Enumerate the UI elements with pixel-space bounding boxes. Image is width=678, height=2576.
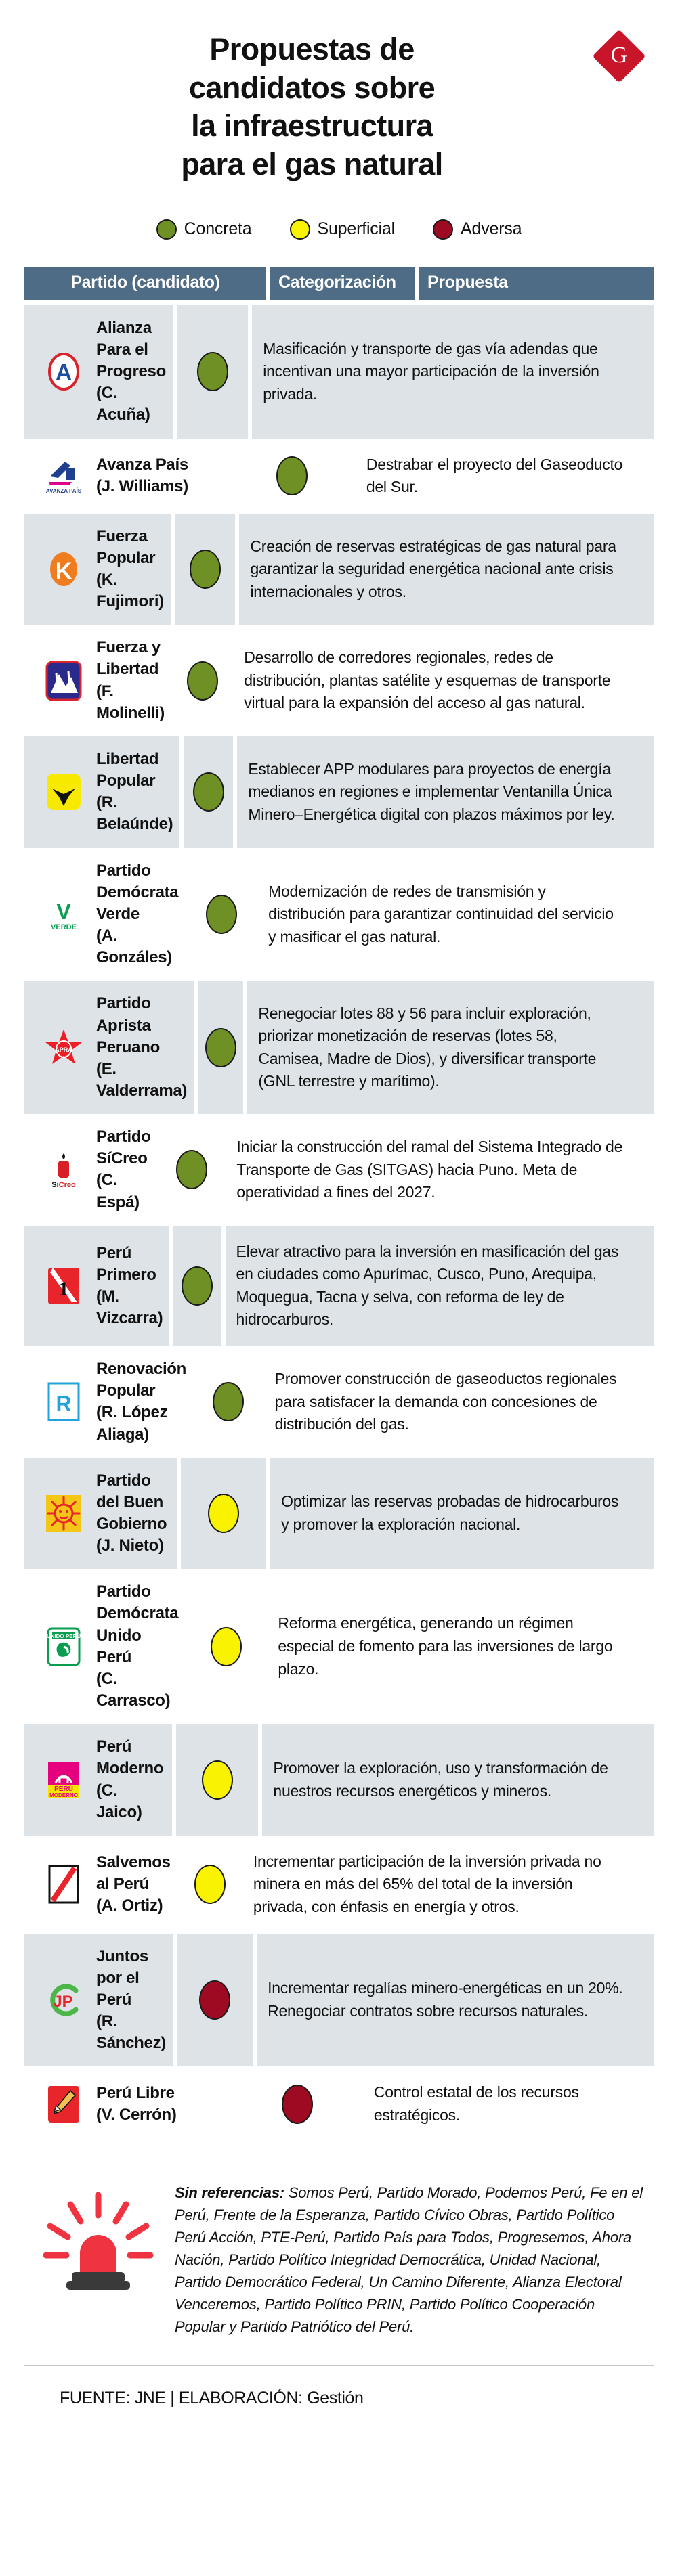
proposal-text: Elevar atractivo para la inversión en masificación del gas en ciudades como Apurímac, Cusco, Puno, Arequipa, Moquegua, Tacna y selva, con reforma de ley de hidrocarburos.: [236, 1242, 619, 1329]
party-name: Partido Aprista Peruano (E. Valderrama): [96, 994, 188, 1100]
legend-item-adversa: [433, 219, 522, 240]
proposal-text: Creación de reservas estratégicas de gas natural para garantizar la seguridad energética nacional ante crisis internacionales y otros.: [250, 537, 616, 600]
svg-text:JP: JP: [53, 1993, 73, 2011]
proposal-cell: [233, 625, 654, 736]
proposal-text: Destrabar el proyecto del Gaseoducto del Sur.: [366, 455, 623, 496]
alianza-para-el-progreso-logo: [42, 350, 85, 393]
table-row: [0, 1724, 678, 1836]
party-cell: [24, 981, 194, 1114]
party-name: Salvemos al Perú (A. Ortiz): [96, 1853, 171, 1915]
proposal-text: Masificación y transporte de gas vía adendas que incentivan una mayor participación de la inversión privada.: [263, 339, 599, 403]
svg-text:R: R: [56, 1392, 72, 1417]
party-cell: [24, 848, 185, 981]
party-name: Avanza País (J. Williams): [96, 455, 188, 496]
table-row: [0, 736, 678, 848]
party-name: Alianza Para el Progreso (C. Acuña): [96, 318, 166, 424]
proposal-text: Promover construcción de gaseoductos regionales para satisfacer la demanda con concesiones de distribución del gas.: [274, 1370, 617, 1434]
table-row: [0, 1569, 678, 1724]
party-cell: [24, 1346, 193, 1458]
table-row: [0, 1226, 678, 1346]
categorization-cell: [177, 1934, 253, 2067]
party-cell: [24, 1114, 158, 1226]
page-title: [0, 30, 678, 184]
title-line-3: la infraestructura: [191, 108, 433, 143]
proposal-cell: [270, 1458, 654, 1570]
party-name: Perú Moderno (C. Jaico): [96, 1737, 164, 1821]
proposal-cell: [264, 1346, 654, 1458]
partido-democrata-unido-peru-logo: [42, 1625, 85, 1668]
svg-text:PERÚ: PERÚ: [54, 1785, 73, 1793]
juntos-por-el-peru-logo: [42, 1978, 85, 2022]
svg-text:APRA: APRA: [55, 1046, 72, 1053]
svg-text:A: A: [56, 359, 72, 385]
party-name: Perú Primero (M. Vizcarra): [96, 1243, 163, 1328]
table-row: [0, 1836, 678, 1934]
category-dot-concreta: [182, 1266, 213, 1306]
table-row: [0, 1346, 678, 1458]
proposal-text: Incrementar participación de la inversión privada no minera en más del 65% del total de la inversión privada, con énfasis en energía y otros.: [253, 1852, 601, 1916]
svg-text:UNIDO PERÚ: UNIDO PERÚ: [46, 1633, 81, 1639]
category-dot-concreta: [206, 895, 237, 934]
party-cell: [24, 514, 171, 625]
party-cell: [24, 1724, 172, 1836]
footnote-label: Sin referencias:: [175, 2183, 284, 2201]
categorization-cell: [176, 1724, 259, 1836]
legend-label-adversa: Adversa: [461, 219, 522, 239]
table-row: [0, 305, 678, 439]
category-dot-concreta: [205, 1028, 236, 1067]
party-name: Fuerza y Libertad (F. Molinelli): [96, 638, 165, 722]
source-line: FUENTE: JNE | ELABORACIÓN: Gestión: [60, 2388, 364, 2407]
category-dot-superficial: [202, 1760, 233, 1800]
logo-diamond-shape: [592, 29, 645, 83]
categorization-cell: [173, 1226, 221, 1346]
table-row: [0, 439, 678, 514]
proposal-cell: [262, 1724, 654, 1836]
footnote-text: [175, 2179, 648, 2338]
svg-text:VERDE: VERDE: [51, 923, 77, 931]
proposal-text: Optimizar las reservas probadas de hidrocarburos y promover la exploración nacional.: [281, 1492, 619, 1533]
categorization-cell: [177, 305, 248, 439]
party-cell: [24, 1836, 177, 1934]
table-row: [0, 1934, 678, 2067]
title-line-4: para el gas natural: [181, 147, 443, 182]
category-dot-adversa: [282, 2085, 313, 2124]
table-row: [0, 848, 678, 981]
table-row: [0, 2066, 678, 2141]
svg-text:AVANZA PAÍS: AVANZA PAÍS: [45, 488, 82, 495]
proposals-table: [0, 267, 678, 2142]
proposal-cell: [257, 848, 654, 981]
column-header-categorization: Categorización: [270, 267, 415, 300]
legend: [0, 219, 678, 240]
peru-moderno-logo: [42, 1758, 85, 1802]
peru-primero-logo: [42, 1264, 85, 1308]
categorization-cell: [189, 848, 253, 981]
partido-aprista-peruano-logo: [42, 1026, 85, 1069]
table-row: [0, 1114, 678, 1226]
party-cell: [24, 736, 179, 848]
svg-text:MODERNO: MODERNO: [49, 1792, 78, 1798]
category-dot-adversa: [199, 1980, 230, 2020]
legend-item-concreta: [156, 219, 252, 240]
category-dot-superficial: [211, 1627, 242, 1666]
table-body: [0, 305, 678, 2142]
party-cell: [24, 2066, 232, 2141]
proposal-cell: [252, 305, 654, 439]
table-row: [0, 625, 678, 736]
gestion-logo: [595, 32, 643, 80]
proposal-text: Incrementar regalías minero-energéticas en un 20%. Renegociar contratos sobre recursos naturales.: [268, 1979, 623, 2020]
svg-text:V: V: [56, 899, 71, 924]
legend-dot-adversa: [433, 219, 453, 240]
party-name: Fuerza Popular (K. Fujimori): [96, 527, 164, 611]
party-cell: [24, 1934, 173, 2067]
proposal-cell: [226, 1226, 654, 1346]
proposal-text: Modernización de redes de transmisión y distribución para garantizar continuidad del servicio y masificar el gas natural.: [268, 882, 614, 946]
proposal-text: Establecer APP modulares para proyectos de energía medianos en regiones e implementar Ventanilla Única Minero–Energética digital con plazos máximos por ley.: [248, 759, 615, 824]
footnote: [0, 2142, 678, 2338]
header: [0, 0, 678, 240]
title-line-1: Propuestas de: [209, 32, 415, 66]
title-line-2: candidatos sobre: [189, 70, 435, 105]
categorization-cell: [182, 1836, 238, 1934]
legend-dot-concreta: [156, 219, 177, 240]
partido-democrata-verde-logo: [42, 893, 85, 936]
party-cell: [24, 1569, 185, 1724]
category-dot-concreta: [176, 1150, 207, 1189]
categorization-cell: [162, 1114, 222, 1226]
column-header-proposal: Propuesta: [419, 267, 654, 300]
party-cell: [24, 1458, 177, 1570]
proposal-text: Iniciar la construcción del ramal del Sistema Integrado de Transporte de Gas (SITGAS) hacia Puno. Meta de operatividad a fines del 2027.: [236, 1138, 623, 1201]
proposal-cell: [239, 514, 654, 625]
legend-item-superficial: [290, 219, 396, 240]
fuerza-y-libertad-logo: [42, 659, 85, 703]
proposal-cell: [237, 736, 654, 848]
proposal-cell: [247, 981, 654, 1114]
categorization-cell: [181, 1458, 266, 1570]
category-dot-concreta: [213, 1382, 244, 1421]
categorization-cell: [175, 514, 235, 625]
svg-text:K: K: [55, 558, 72, 584]
proposal-cell: [226, 1114, 654, 1226]
legend-dot-superficial: [290, 219, 310, 240]
party-name: Juntos por el Perú (R. Sánchez): [96, 1947, 166, 2053]
party-name: Perú Libre (V. Cerrón): [96, 2083, 177, 2124]
partido-sicreo-logo: [42, 1148, 85, 1191]
category-dot-concreta: [190, 550, 221, 589]
libertad-popular-logo: [42, 770, 85, 814]
category-dot-superficial: [194, 1865, 226, 1904]
svg-text:1: 1: [58, 1277, 69, 1300]
party-cell: [24, 625, 171, 736]
proposal-cell: [363, 2066, 654, 2141]
category-dot-concreta: [193, 772, 224, 812]
categorization-cell: [175, 625, 229, 736]
fuerza-popular-logo: [42, 548, 85, 591]
category-dot-concreta: [197, 352, 228, 391]
party-cell: [24, 1226, 169, 1346]
avanza-pais-logo: [42, 454, 85, 497]
category-dot-superficial: [208, 1494, 239, 1533]
party-name: Libertad Popular (R. Belaúnde): [96, 749, 173, 834]
partido-del-buen-gobierno-logo: [42, 1492, 85, 1535]
column-header-party: Partido (candidato): [24, 267, 266, 300]
renovacion-popular-logo: [42, 1380, 85, 1423]
proposal-cell: [242, 1836, 654, 1934]
category-dot-concreta: [187, 661, 218, 701]
categorization-cell: [232, 439, 352, 514]
categorization-cell: [197, 1346, 260, 1458]
categorization-cell: [189, 1569, 263, 1724]
party-name: Partido SíCreo (C. Espá): [96, 1128, 151, 1212]
proposal-cell: [356, 439, 654, 514]
party-cell: [24, 439, 228, 514]
proposal-text: Reforma energética, generando un régimen especial de fomento para las inversiones de largo plazo.: [278, 1614, 613, 1678]
siren-icon: [41, 2179, 163, 2296]
party-name: Renovación Popular (R. López Aliaga): [96, 1360, 187, 1444]
categorization-cell: [236, 2066, 359, 2141]
party-name: Partido del Buen Gobierno (J. Nieto): [96, 1471, 167, 1555]
table-row: [0, 1458, 678, 1570]
proposal-text: Renegociar lotes 88 y 56 para incluir exploración, priorizar monetización de reservas (lotes 58, Camisea, Madre de Dios), y diversificar transporte (GNL terrestre y marítimo).: [258, 1004, 597, 1090]
party-name: Partido Demócrata Verde (A. Gonzáles): [96, 861, 179, 967]
legend-label-superficial: Superficial: [317, 219, 396, 239]
proposal-text: Desarrollo de corredores regionales, redes de distribución, plantas satélite y esquemas de transporte virtual para la expansión del acceso al gas natural.: [244, 648, 611, 712]
category-dot-concreta: [276, 456, 308, 495]
proposal-cell: [257, 1934, 654, 2067]
salvemos-al-peru-logo: [42, 1863, 85, 1906]
legend-label-concreta: Concreta: [184, 219, 252, 239]
table-row: [0, 981, 678, 1114]
proposal-text: Control estatal de los recursos estratégicos.: [373, 2083, 579, 2124]
table-header-row: [0, 267, 678, 300]
proposal-cell: [267, 1569, 654, 1724]
party-cell: [24, 305, 173, 439]
table-row: [0, 514, 678, 625]
categorization-cell: [184, 736, 233, 848]
proposal-text: Promover la exploración, uso y transformación de nuestros recursos energéticos y mineros.: [273, 1758, 608, 1800]
party-name: Partido Demócrata Unido Perú (C. Carrasco): [96, 1582, 179, 1710]
footnote-parties: Somos Perú, Partido Morado, Podemos Perú, Fe en el Perú, Frente de la Esperanza, Partido Cívico Obras, Partido Político Perú Acción, PTE-Perú, Partido País para Todos, Progresemos, Ahora Nación, Partido Político Integridad Democrática, Unidad Nacional, Partido Democrático Federal, Un Camino Diferente, Alianza Electoral Venceremos, Partido Político PRIN, Partido Político Cooperación Popular y Partido Patriótico del Perú.: [175, 2183, 643, 2335]
categorization-cell: [198, 981, 243, 1114]
svg-text:SiCreo: SiCreo: [51, 1181, 76, 1190]
logo-letter: G: [610, 42, 628, 68]
peru-libre-logo: [42, 2083, 85, 2126]
